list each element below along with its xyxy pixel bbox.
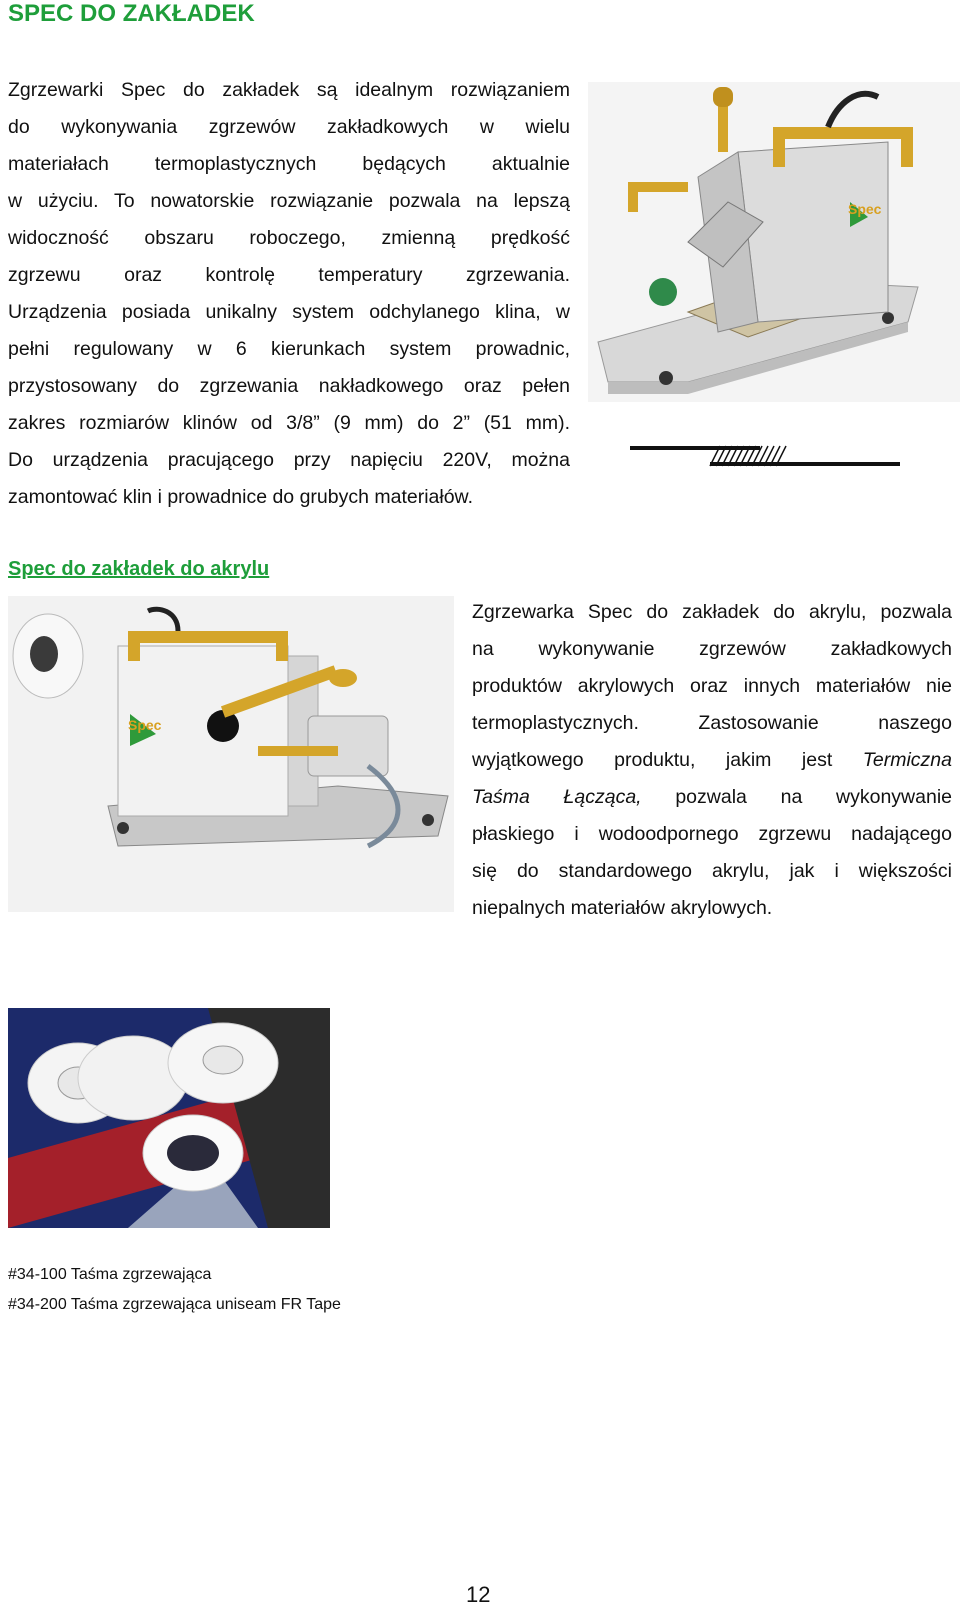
intro-line: zakres rozmiarów klinów od 3/8” (9 mm) do 2” (51 mm). bbox=[8, 412, 570, 434]
intro-line: do wykonywania zgrzewów zakładkowych w wielu bbox=[8, 116, 570, 138]
tape-rolls-photo bbox=[8, 1008, 330, 1228]
acrylic-line: Zgrzewarka Spec do zakładek do akrylu, pozwala bbox=[472, 601, 952, 623]
intro-line: zgrzewu oraz kontrolę temperatury zgrzewania. bbox=[8, 264, 570, 286]
acrylic-line: termoplastycznych. Zastosowanie naszego bbox=[472, 712, 952, 734]
caption-34-200: #34-200 Taśma zgrzewająca uniseam FR Tape bbox=[8, 1296, 341, 1313]
acrylic-line: produktów akrylowych oraz innych materiałów nie bbox=[472, 675, 952, 697]
wedge-welder-photo bbox=[588, 82, 960, 402]
spec-logo-text: Spec bbox=[848, 201, 882, 217]
intro-line: pełni regulowany w 6 kierunkach system prowadnic, bbox=[8, 338, 570, 360]
acrylic-line: się do standardowego akrylu, jak i większości bbox=[472, 860, 952, 882]
acrylic-line-text: wyjątkowego produktu, jakim jest bbox=[472, 749, 863, 771]
intro-line: Urządzenia posiada unikalny system odchylanego klina, w bbox=[8, 301, 570, 323]
italic-term-termiczna: Termiczna bbox=[862, 749, 952, 771]
intro-line: zamontować klin i prowadnice do grubych materiałów. bbox=[8, 486, 473, 508]
intro-line: materiałach termoplastycznych będących aktualnie bbox=[8, 153, 570, 175]
caption-34-100: #34-100 Taśma zgrzewająca bbox=[8, 1266, 212, 1283]
page-title: SPEC DO ZAKŁADEK bbox=[8, 0, 255, 27]
intro-line: w użyciu. To nowatorskie rozwiązanie pozwala na lepszą bbox=[8, 190, 570, 212]
acrylic-section-heading[interactable]: Spec do zakładek do akrylu bbox=[8, 558, 270, 580]
intro-line: Zgrzewarki Spec do zakładek są idealnym rozwiązaniem bbox=[8, 79, 570, 101]
italic-term-tasma: Taśma Łącząca, bbox=[472, 786, 642, 808]
spec-logo-text-2: Spec bbox=[128, 717, 162, 733]
intro-line: widoczność obszaru roboczego, zmienną prędkość bbox=[8, 227, 570, 249]
intro-line: Do urządzenia pracującego przy napięciu 220V, można bbox=[8, 449, 570, 471]
acrylic-line-with-italic bbox=[472, 742, 952, 779]
acrylic-line: na wykonywanie zgrzewów zakładkowych bbox=[472, 638, 952, 660]
intro-paragraph bbox=[8, 72, 570, 516]
acrylic-line: płaskiego i wodoodpornego zgrzewu nadającego bbox=[472, 823, 952, 845]
acrylic-paragraph bbox=[472, 594, 952, 927]
intro-line: przystosowany do zgrzewania nakładkowego oraz pełen bbox=[8, 375, 570, 397]
acrylic-line: niepalnych materiałów akrylowych. bbox=[472, 897, 773, 919]
acrylic-line-text: pozwala na wykonywanie bbox=[675, 786, 952, 808]
acrylic-welder-photo bbox=[8, 596, 454, 912]
lap-seam-diagram bbox=[630, 436, 910, 476]
acrylic-line-with-italic bbox=[472, 779, 952, 816]
page-number: 12 bbox=[466, 1582, 491, 1607]
